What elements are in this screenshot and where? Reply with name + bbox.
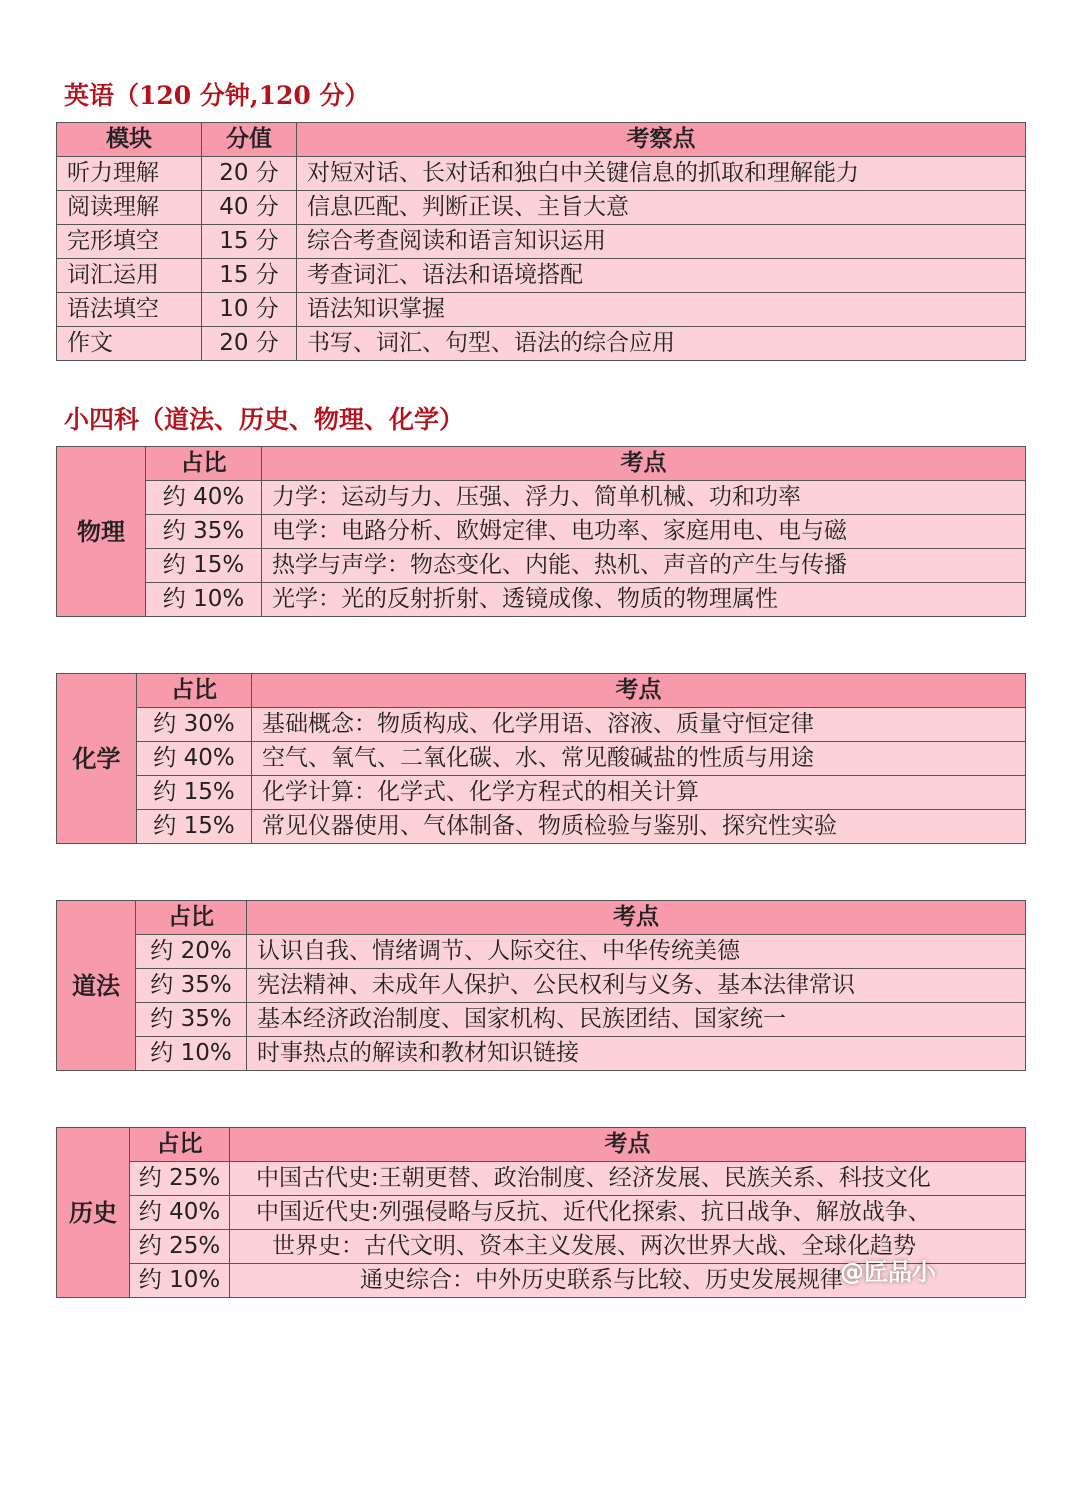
topic-cell: 热学与声学：物态变化、内能、热机、声音的产生与传播: [262, 549, 1026, 583]
ratio-cell: 约 30%: [137, 708, 252, 742]
module-header: 模块: [57, 123, 202, 157]
table-row: [57, 810, 1026, 844]
topic-cell: 基础概念：物质构成、化学用语、溶液、质量守恒定律: [252, 708, 1026, 742]
table-row: [57, 969, 1026, 1003]
topic-cell: 电学：电路分析、欧姆定律、电功率、家庭用电、电与磁: [262, 515, 1026, 549]
table-row: [57, 157, 1026, 191]
ratio-cell: 约 10%: [136, 1037, 247, 1071]
ratio-header: 占比: [137, 674, 252, 708]
topic-cell: 中国近代史:列强侵略与反抗、近代化探索、抗日战争、解放战争、: [230, 1196, 1026, 1230]
topic-header: 考点: [252, 674, 1026, 708]
table-row: [57, 1196, 1026, 1230]
ratio-cell: 约 10%: [146, 583, 262, 617]
ratio-cell: 约 40%: [137, 742, 252, 776]
physics-table: [56, 446, 1026, 617]
ratio-cell: 约 15%: [146, 549, 262, 583]
score-cell: 40 分: [202, 191, 297, 225]
physics-header-row: [57, 447, 1026, 481]
ratio-cell: 约 25%: [130, 1230, 230, 1264]
ratio-cell: 约 40%: [146, 481, 262, 515]
table-row: [57, 583, 1026, 617]
module-cell: 作文: [57, 327, 202, 361]
chemistry-header-row: [57, 674, 1026, 708]
table-row: [57, 259, 1026, 293]
module-cell: 阅读理解: [57, 191, 202, 225]
topic-cell: 中国古代史:王朝更替、政治制度、经济发展、民族关系、科技文化: [230, 1162, 1026, 1196]
table-row: [57, 1003, 1026, 1037]
table-row: [57, 776, 1026, 810]
focus-cell: 书写、词汇、句型、语法的综合应用: [297, 327, 1026, 361]
small-four-section-title: 小四科（道法、历史、物理、化学）: [64, 405, 465, 434]
topic-header: 考点: [230, 1128, 1026, 1162]
score-header: 分值: [202, 123, 297, 157]
topic-cell: 认识自我、情绪调节、人际交往、中华传统美德: [247, 935, 1026, 969]
topic-cell: 空气、氧气、二氧化碳、水、常见酸碱盐的性质与用途: [252, 742, 1026, 776]
ratio-cell: 约 15%: [137, 776, 252, 810]
topic-cell: 基本经济政治制度、国家机构、民族团结、国家统一: [247, 1003, 1026, 1037]
topic-cell: 光学：光的反射折射、透镜成像、物质的物理属性: [262, 583, 1026, 617]
table-row: [57, 481, 1026, 515]
morality-law-table: [56, 900, 1026, 1071]
topic-cell: 化学计算：化学式、化学方程式的相关计算: [252, 776, 1026, 810]
score-cell: 15 分: [202, 225, 297, 259]
english-section-title: 英语（120 分钟,120 分）: [64, 81, 370, 110]
table-row: [57, 225, 1026, 259]
focus-header: 考察点: [297, 123, 1026, 157]
ratio-cell: 约 10%: [130, 1264, 230, 1298]
topic-cell: 世界史：古代文明、资本主义发展、两次世界大战、全球化趋势: [230, 1230, 1026, 1264]
module-cell: 完形填空: [57, 225, 202, 259]
ratio-cell: 约 35%: [136, 1003, 247, 1037]
ratio-cell: 约 40%: [130, 1196, 230, 1230]
module-cell: 听力理解: [57, 157, 202, 191]
english-header-row: [57, 123, 1026, 157]
subject-label: 历史: [57, 1128, 130, 1298]
subject-label: 道法: [57, 901, 136, 1071]
table-row: [57, 327, 1026, 361]
topic-cell: 常见仪器使用、气体制备、物质检验与鉴别、探究性实验: [252, 810, 1026, 844]
score-cell: 20 分: [202, 327, 297, 361]
table-row: [57, 708, 1026, 742]
table-row: [57, 1037, 1026, 1071]
english-table: [56, 122, 1026, 361]
focus-cell: 考查词汇、语法和语境搭配: [297, 259, 1026, 293]
topic-cell: 时事热点的解读和教材知识链接: [247, 1037, 1026, 1071]
focus-cell: 信息匹配、判断正误、主旨大意: [297, 191, 1026, 225]
ratio-cell: 约 20%: [136, 935, 247, 969]
morality-law-header-row: [57, 901, 1026, 935]
table-row: [57, 935, 1026, 969]
table-row: [57, 191, 1026, 225]
ratio-cell: 约 35%: [146, 515, 262, 549]
ratio-cell: 约 35%: [136, 969, 247, 1003]
focus-cell: 对短对话、长对话和独白中关键信息的抓取和理解能力: [297, 157, 1026, 191]
score-cell: 15 分: [202, 259, 297, 293]
topic-cell: 宪法精神、未成年人保护、公民权利与义务、基本法律常识: [247, 969, 1026, 1003]
ratio-header: 占比: [146, 447, 262, 481]
module-cell: 词汇运用: [57, 259, 202, 293]
topic-cell: 力学：运动与力、压强、浮力、简单机械、功和功率: [262, 481, 1026, 515]
table-row: [57, 1162, 1026, 1196]
ratio-cell: 约 15%: [137, 810, 252, 844]
watermark-text: @匠品小: [840, 1258, 936, 1286]
topic-header: 考点: [247, 901, 1026, 935]
subject-label: 物理: [57, 447, 146, 617]
topic-cell: 通史综合：中外历史联系与比较、历史发展规律: [230, 1264, 1026, 1298]
focus-cell: 综合考查阅读和语言知识运用: [297, 225, 1026, 259]
ratio-cell: 约 25%: [130, 1162, 230, 1196]
ratio-header: 占比: [136, 901, 247, 935]
table-row: [57, 293, 1026, 327]
history-header-row: [57, 1128, 1026, 1162]
module-cell: 语法填空: [57, 293, 202, 327]
table-row: [57, 549, 1026, 583]
ratio-header: 占比: [130, 1128, 230, 1162]
score-cell: 20 分: [202, 157, 297, 191]
score-cell: 10 分: [202, 293, 297, 327]
table-row: [57, 742, 1026, 776]
topic-header: 考点: [262, 447, 1026, 481]
focus-cell: 语法知识掌握: [297, 293, 1026, 327]
table-row: [57, 515, 1026, 549]
chemistry-table: [56, 673, 1026, 844]
subject-label: 化学: [57, 674, 137, 844]
